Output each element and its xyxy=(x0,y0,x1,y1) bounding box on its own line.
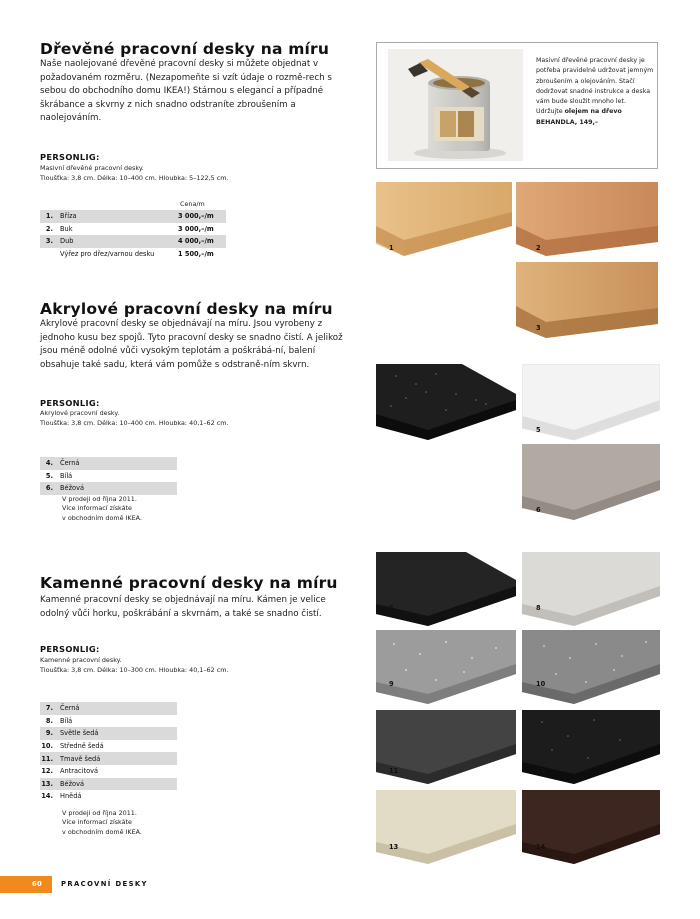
table-row xyxy=(40,715,177,728)
swatch-number: 13 xyxy=(389,843,399,851)
wood-info-line1: Masivní dřevěné pracovní desky. xyxy=(40,164,144,172)
stone-availability-note xyxy=(62,809,142,837)
item-name: Středně šedá xyxy=(60,742,104,751)
item-number: 13. xyxy=(41,779,53,788)
acrylic-personlig-label: PERSONLIG: xyxy=(40,398,100,408)
wood-info-line2: Tloušťka: 3,8 cm. Délka: 10–400 cm. Hloubka: 5–122,5 cm. xyxy=(40,174,229,182)
swatch-number: 7 xyxy=(389,604,394,612)
swatch-number: 9 xyxy=(389,680,394,688)
table-row xyxy=(40,702,177,715)
item-price: 3 000,–/m xyxy=(178,212,214,221)
acrylic-info-line2: Tloušťka: 3,8 cm. Délka: 10–400 cm. Hloubka: 40,1–62 cm. xyxy=(40,419,229,427)
cutout-name: Výřez pro dřez/varnou desku xyxy=(60,250,155,259)
item-name: Buk xyxy=(60,224,73,233)
care-infobox xyxy=(376,42,658,169)
item-name: Bříza xyxy=(60,212,77,221)
item-number: 14. xyxy=(41,792,53,801)
swatch-number: 2 xyxy=(536,244,541,252)
note-line: Více informací získáte xyxy=(62,504,132,513)
swatch-number: 5 xyxy=(536,426,541,434)
swatch-number: 11 xyxy=(389,767,399,775)
wood-personlig-label: PERSONLIG: xyxy=(40,152,100,162)
wood-price-table xyxy=(40,210,226,260)
note-line: v obchodním domě IKEA. xyxy=(62,827,142,836)
item-name: Světle šedá xyxy=(60,729,99,738)
item-name: Béžová xyxy=(60,484,85,493)
item-number: 12. xyxy=(41,767,53,776)
item-number: 6. xyxy=(45,484,53,493)
note-line: V prodeji od října 2011. xyxy=(62,495,137,503)
note-line: Více informací získáte xyxy=(62,818,132,827)
item-number: 4. xyxy=(45,459,53,468)
table-row xyxy=(40,248,226,261)
item-number: 10. xyxy=(41,742,53,751)
stone-intro: Kamenné pracovní desky se objednávají na míru. Kámen je velice odolný vůči horku, poškrábání a skvrnám, a také se snadno čistí. xyxy=(40,595,326,619)
table-row xyxy=(40,482,177,495)
swatch-stone-light-grey xyxy=(376,630,516,706)
swatch-acrylic-black xyxy=(376,364,516,442)
swatch-number: 10 xyxy=(536,680,546,688)
table-row xyxy=(40,223,226,236)
infobox-product: olejem na dřevo BEHANDLA, 149,– xyxy=(536,108,622,126)
item-number: 11. xyxy=(41,754,53,763)
swatch-number: 8 xyxy=(536,604,541,612)
item-name: Dub xyxy=(60,237,74,246)
wood-section-title: Dřevěné pracovní desky na míru xyxy=(40,40,330,58)
page-number: 60 xyxy=(32,879,43,888)
stone-section-title: Kamenné pracovní desky na míru xyxy=(40,574,338,592)
swatch-stone-black xyxy=(376,552,516,628)
swatch-birch xyxy=(376,182,512,258)
infobox-text xyxy=(536,56,654,128)
item-number: 1. xyxy=(45,212,53,221)
swatch-stone-white xyxy=(522,552,660,628)
item-name: Tmavě šedá xyxy=(60,754,101,763)
swatch-stone-beige xyxy=(376,790,516,866)
item-name: Bílá xyxy=(60,716,73,725)
swatch-stone-brown xyxy=(522,790,660,866)
infobox-body: Masivní dřevěné pracovní desky je potřeba pravidelně udržovat jemným zbroušením a olejováním. Stačí dodržovat snadné instrukce a deska vám bude sloužit mnoho let. Udržujte xyxy=(536,57,654,116)
item-price: 3 000,–/m xyxy=(178,224,214,233)
swatch-number: 4 xyxy=(389,420,394,428)
item-name: Černá xyxy=(60,704,80,713)
wood-intro: Naše naolejované dřevěné pracovní desky si můžete objednat v požadovaném rozměru. (Nezapomeňte si vzít údaje o rozmě-rech s sebou do obchodního domu IKEA!) Stárnou s elegancí a případné škrábance a skvrny z nich snadno odstraníte zbroušením a naolejováním. xyxy=(40,59,332,124)
swatch-number: 1 xyxy=(389,244,394,252)
table-row xyxy=(40,765,177,778)
swatch-number: 6 xyxy=(536,506,541,514)
item-name: Béžová xyxy=(60,779,85,788)
acrylic-availability-note xyxy=(62,495,142,523)
swatch-number: 12 xyxy=(536,767,546,775)
acrylic-info-line1: Akrylové pracovní desky. xyxy=(40,409,120,417)
stone-personlig-label: PERSONLIG: xyxy=(40,644,100,654)
swatch-acrylic-white xyxy=(522,364,660,442)
footer-section-title: PRACOVNÍ DESKY xyxy=(61,880,148,888)
table-row xyxy=(40,752,177,765)
stone-info-line2: Tloušťka: 3,8 cm. Délka: 10–300 cm. Hloubka: 40,1–62 cm. xyxy=(40,666,229,674)
swatch-number: 3 xyxy=(536,324,541,332)
table-row xyxy=(40,727,177,740)
table-row xyxy=(40,778,177,791)
table-row xyxy=(40,210,226,223)
table-row xyxy=(40,457,177,470)
item-number: 3. xyxy=(45,237,53,246)
oil-can-photo xyxy=(388,49,523,161)
note-line: v obchodním domě IKEA. xyxy=(62,513,142,522)
item-name: Černá xyxy=(60,459,80,468)
item-number: 8. xyxy=(45,716,53,725)
swatch-number: 14 xyxy=(536,843,546,851)
table-row xyxy=(40,790,177,803)
acrylic-intro: Akrylové pracovní desky se objednávají na míru. Jsou vyrobeny z jednoho kusu bez spojů. Tyto pracovní desky se snadno čistí. A jelikož jsou méně odolné vůči vysokým teplotám a poškrábá-ní, balení obsahuje také sadu, která vám pomůže s odstraně-ním skvrn. xyxy=(40,319,343,370)
item-number: 5. xyxy=(45,471,53,480)
page-number-badge xyxy=(0,876,52,893)
item-name: Hnědá xyxy=(60,792,82,801)
stone-info-line1: Kamenné pracovní desky. xyxy=(40,656,122,664)
item-number: 7. xyxy=(45,704,53,713)
swatch-stone-medium-grey xyxy=(522,630,660,706)
acrylic-section-title: Akrylové pracovní desky na míru xyxy=(40,300,333,318)
acrylic-color-table xyxy=(40,457,177,495)
table-row xyxy=(40,470,177,483)
stone-color-table xyxy=(40,702,177,803)
item-name: Bílá xyxy=(60,471,73,480)
cutout-price: 1 500,–/m xyxy=(178,250,214,259)
price-header: Cena/m xyxy=(180,200,205,208)
item-number: 9. xyxy=(45,729,53,738)
item-price: 4 000,–/m xyxy=(178,237,214,246)
swatch-acrylic-beige xyxy=(522,444,660,522)
table-row xyxy=(40,740,177,753)
table-row xyxy=(40,235,226,248)
note-line: V prodeji od října 2011. xyxy=(62,809,137,817)
item-number: 2. xyxy=(45,224,53,233)
item-name: Antracitová xyxy=(60,767,99,776)
